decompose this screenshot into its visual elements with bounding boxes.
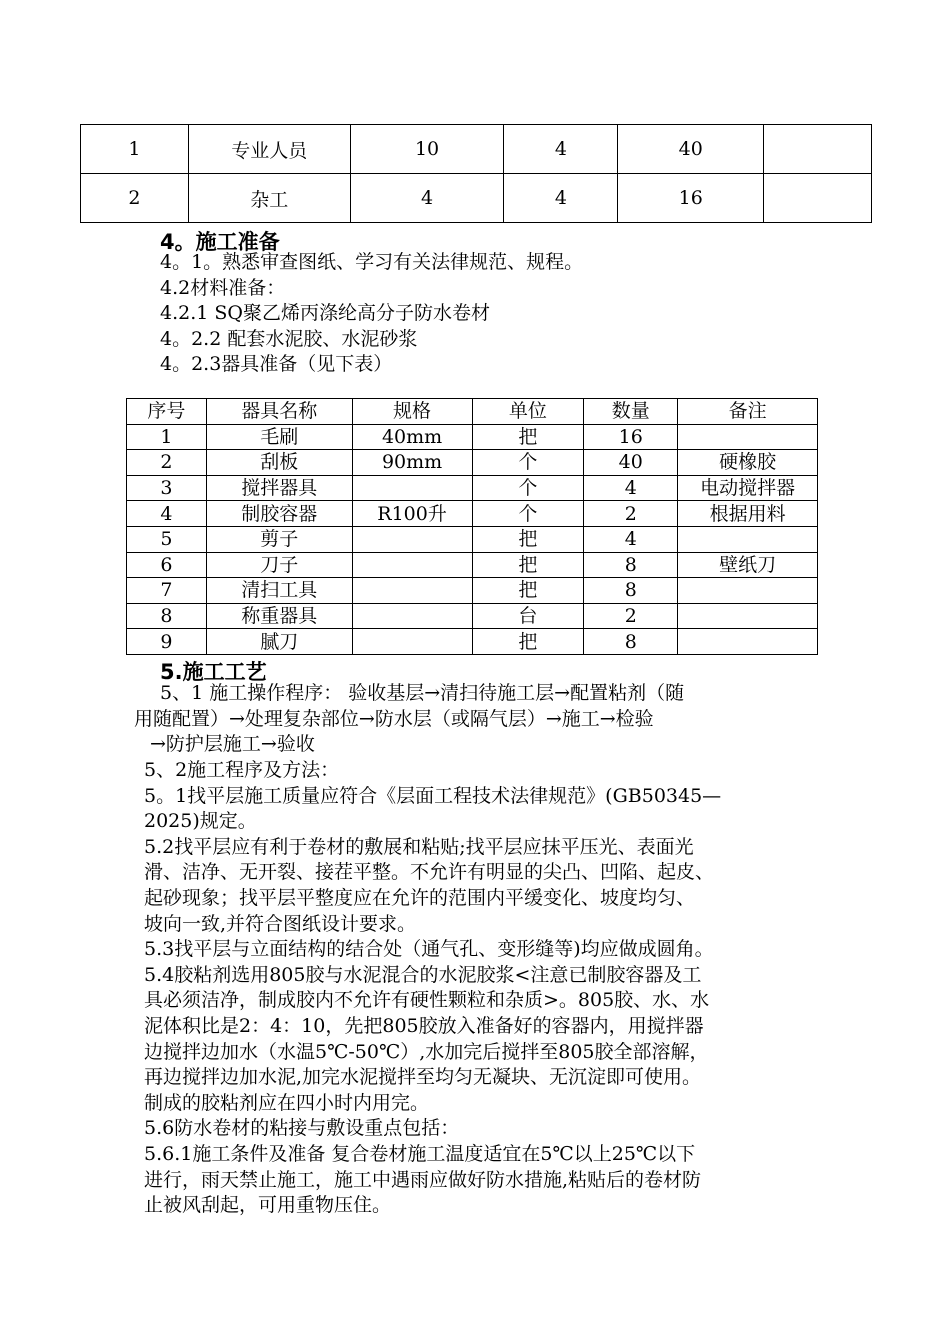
tools-table-cell: 2	[584, 501, 678, 527]
tools-table-row	[127, 450, 818, 476]
text-line: 5.6.1施工条件及准备 复合卷材施工温度适宜在5℃以上25℃以下	[144, 1142, 696, 1165]
tools-table-cell: 8	[584, 629, 678, 655]
tools-table-row	[127, 629, 818, 655]
personnel-table-row	[81, 174, 872, 223]
text-line: 泥体积比是2：4：10，先把805胶放入准备好的容器内，用搅拌器	[144, 1014, 704, 1037]
tools-table-cell: 4	[127, 501, 207, 527]
tools-table-cell: 1	[127, 424, 207, 450]
tools-table	[126, 398, 818, 655]
personnel-table-cell: 4	[504, 174, 618, 223]
tools-table-cell: 把	[472, 629, 584, 655]
personnel-table-cell: 4	[350, 174, 504, 223]
text-line: 制成的胶粘剂应在四小时内用完。	[144, 1091, 430, 1114]
personnel-table-row	[81, 125, 872, 174]
tools-table-cell: 40mm	[352, 424, 472, 450]
tools-table-cell: 清扫工具	[206, 578, 352, 604]
text-line: 坡向一致,并符合图纸设计要求。	[144, 912, 417, 935]
text-line: 5.3找平层与立面结构的结合处（通气孔、变形缝等)均应做成圆角。	[144, 938, 714, 961]
text-line: 具必须洁净，制成胶内不允许有硬性颗粒和杂质>。805胶、水、水	[144, 989, 710, 1012]
tools-table-cell	[678, 603, 818, 629]
tools-table-cell: 8	[584, 578, 678, 604]
text-line: 5.4胶粘剂选用805胶与水泥混合的水泥胶浆<注意已制胶容器及工	[144, 963, 702, 986]
text-line: 止被风刮起，可用重物压住。	[144, 1194, 392, 1217]
tools-table-cell: 4	[584, 526, 678, 552]
text-line: 滑、洁净、无开裂、接茬平整。不允许有明显的尖凸、凹陷、起皮、	[144, 861, 715, 884]
tools-table-cell	[352, 603, 472, 629]
th-qty: 数量	[584, 399, 678, 425]
text-line: 5.2找平层应有利于卷材的敷展和粘贴;找平层应抹平压光、表面光	[144, 835, 694, 858]
th-name: 器具名称	[206, 399, 352, 425]
th-seq: 序号	[127, 399, 207, 425]
personnel-table-cell: 10	[350, 125, 504, 174]
text-line: 2025)规定。	[144, 810, 257, 833]
section-4-line: 4.2材料准备：	[160, 276, 286, 299]
text-line: 边搅拌边加水（水温5℃-50℃）,水加完后搅拌至805胶全部溶解，	[144, 1040, 709, 1063]
tools-table-cell: 台	[472, 603, 584, 629]
text-line: 5。1找平层施工质量应符合《层面工程技术法律规范》(GB50345—	[144, 784, 722, 807]
th-note: 备注	[678, 399, 818, 425]
tools-table-cell: 90mm	[352, 450, 472, 476]
tools-table-cell: 硬橡胶	[678, 450, 818, 476]
personnel-table-cell: 专业人员	[188, 125, 350, 174]
text-line: 5、2施工程序及方法：	[144, 759, 340, 781]
tools-table-cell: 称重器具	[206, 603, 352, 629]
tools-table-cell: 6	[127, 552, 207, 578]
tools-table-cell: 腻刀	[206, 629, 352, 655]
tools-table-cell	[352, 578, 472, 604]
tools-table-row	[127, 501, 818, 527]
tools-table-cell: 电动搅拌器	[678, 475, 818, 501]
tools-table-cell: 4	[584, 475, 678, 501]
personnel-table-cell	[764, 174, 872, 223]
tools-table-row	[127, 552, 818, 578]
tools-table-cell	[352, 526, 472, 552]
personnel-table-cell	[764, 125, 872, 174]
tools-table-cell: 个	[472, 501, 584, 527]
tools-table-cell: 剪子	[206, 526, 352, 552]
tools-table-cell: 2	[127, 450, 207, 476]
tools-table-cell	[678, 526, 818, 552]
personnel-table-cell: 40	[618, 125, 764, 174]
tools-table-cell: 2	[584, 603, 678, 629]
personnel-table-cell: 4	[504, 125, 618, 174]
tools-table-cell	[352, 552, 472, 578]
text-line: 5、1 施工操作程序： 验收基层→清扫待施工层→配置粘剂（随	[160, 682, 685, 704]
text-line: 起砂现象；找平层平整度应在允许的范围内平缓变化、坡度均匀、	[144, 886, 696, 909]
text-line: 再边搅拌边加水泥,加完水泥搅拌至均匀无凝块、无沉淀即可使用。	[144, 1066, 702, 1089]
tools-table-cell: 搅拌器具	[206, 475, 352, 501]
personnel-table-cell: 杂工	[188, 174, 350, 223]
tools-table-cell: 刀子	[206, 552, 352, 578]
tools-table-cell: 16	[584, 424, 678, 450]
personnel-table-cell: 1	[81, 125, 189, 174]
tools-table-row	[127, 603, 818, 629]
section-4-line: 4。1。熟悉审查图纸、学习有关法律规范、规程。	[160, 251, 584, 273]
th-spec: 规格	[352, 399, 472, 425]
section-4-line: 4.2.1 SQ聚乙烯丙涤纶高分子防水卷材	[160, 302, 490, 325]
tools-table-cell: R100升	[352, 501, 472, 527]
tools-table-cell: 个	[472, 450, 584, 476]
section-4-title: 4。施工准备	[160, 230, 280, 254]
tools-table-cell: 8	[584, 552, 678, 578]
tools-table-header	[127, 399, 818, 425]
paragraph-5-1	[134, 681, 685, 758]
tools-table-cell	[678, 578, 818, 604]
tools-table-cell: 刮板	[206, 450, 352, 476]
th-unit: 单位	[472, 399, 584, 425]
text-line: →防护层施工→验收	[150, 733, 315, 756]
personnel-table-cell: 2	[81, 174, 189, 223]
tools-table-row	[127, 526, 818, 552]
section-5-title: 5.施工工艺	[160, 660, 267, 684]
tools-table-cell: 8	[127, 603, 207, 629]
tools-table-cell: 个	[472, 475, 584, 501]
paragraph-body	[144, 758, 721, 1219]
tools-table-row	[127, 475, 818, 501]
tools-table-cell: 制胶容器	[206, 501, 352, 527]
section-4-line: 4。2.2 配套水泥胶、水泥砂浆	[160, 327, 418, 350]
tools-table-cell: 3	[127, 475, 207, 501]
tools-table-cell: 7	[127, 578, 207, 604]
tools-table-cell: 9	[127, 629, 207, 655]
tools-table-cell	[678, 424, 818, 450]
tools-table-cell: 40	[584, 450, 678, 476]
tools-table-cell: 5	[127, 526, 207, 552]
text-line: 进行，雨天禁止施工，施工中遇雨应做好防水措施,粘贴后的卷材防	[144, 1168, 702, 1191]
personnel-table	[80, 124, 872, 223]
tools-table-row	[127, 424, 818, 450]
tools-table-cell: 把	[472, 424, 584, 450]
tools-table-cell: 把	[472, 578, 584, 604]
tools-table-cell: 把	[472, 552, 584, 578]
section-4-line: 4。2.3器具准备（见下表）	[160, 353, 393, 376]
tools-table-row	[127, 578, 818, 604]
tools-table-cell	[678, 629, 818, 655]
tools-table-cell: 把	[472, 526, 584, 552]
tools-table-cell	[352, 475, 472, 501]
tools-table-cell: 根据用料	[678, 501, 818, 527]
section-4-lines	[160, 250, 583, 378]
text-line: 用随配置）→处理复杂部位→防水层（或隔气层）→施工→检验	[134, 707, 654, 730]
personnel-table-cell: 16	[618, 174, 764, 223]
tools-table-cell: 壁纸刀	[678, 552, 818, 578]
tools-table-cell: 毛刷	[206, 424, 352, 450]
text-line: 5.6防水卷材的粘接与敷设重点包括：	[144, 1117, 460, 1140]
tools-table-cell	[352, 629, 472, 655]
